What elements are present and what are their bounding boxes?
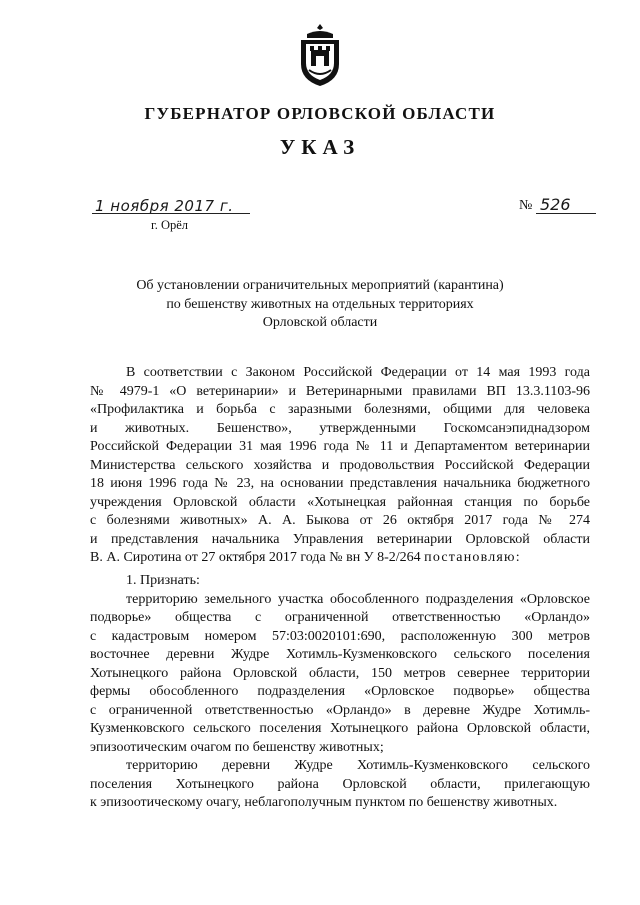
preamble-line: В. А. Сиротина от 27 октября 2017 года № вн У 8-2/264 bbox=[90, 550, 421, 565]
preamble-line: с болезнями животных» А. А. Быкова от 26 октября 2017 года № 274 bbox=[90, 513, 590, 528]
number-sign: № bbox=[519, 198, 533, 213]
date-underline bbox=[92, 213, 250, 214]
section-1 bbox=[90, 572, 590, 813]
decree-title bbox=[100, 277, 540, 333]
document-type-title: УКАЗ bbox=[279, 135, 361, 159]
decree-word: постановляю: bbox=[424, 550, 521, 565]
section-line: поселения Хотынецкого района Орловской области, прилегающую bbox=[90, 776, 590, 792]
preamble-line: «Профилактика и борьба с заразными болезнями, общими для человека bbox=[90, 402, 590, 417]
preamble-paragraph bbox=[90, 364, 590, 568]
section-line: Хотынецкого района Орловской области, 150 метров севернее территории bbox=[90, 665, 590, 681]
section-line: восточнее деревни Жудре Хотимль-Кузменковского сельского поселения bbox=[90, 647, 590, 662]
title-line: Об установлении ограничительных мероприятий (карантина) bbox=[136, 278, 504, 293]
section-line: территорию деревни Жудре Хотимль-Кузменковского сельского bbox=[126, 758, 590, 773]
preamble-line: Российской Федерации 31 мая 1996 года № 11 и Департаментом ветеринарии bbox=[90, 439, 590, 454]
preamble-line: и представления начальника Управления ветеринарии Орловской области bbox=[90, 531, 590, 547]
section-line: Кузменковского сельского поселения Хотынецкого района Орловской области, bbox=[90, 721, 590, 736]
preamble-line: 18 июня 1996 года № 23, на основании представления начальника бюджетного bbox=[90, 476, 590, 491]
section-line: с кадастровым номером 57:03:0020101:690, расположенную 300 метров bbox=[90, 628, 590, 644]
section-line: к эпизоотическому очагу, неблагополучным пунктом по бешенству животных. bbox=[90, 795, 558, 810]
section-line: подворье» общества с ограниченной ответственностью «Орландо» bbox=[90, 610, 590, 625]
section-heading: 1. Признать: bbox=[126, 573, 200, 588]
number-underline bbox=[536, 213, 596, 214]
handwritten-date: 1 ноября 2017 г. bbox=[95, 197, 234, 215]
preamble-line: № 4979-1 «О ветеринарии» и Ветеринарными правилами ВП 13.3.1103-96 bbox=[90, 383, 590, 399]
city-label: г. Орёл bbox=[151, 218, 189, 232]
section-line: фермы обособленного подразделения «Орловское подворье» общества bbox=[90, 684, 590, 699]
preamble-line: и животных. Бешенство», утвержденными Госкомсанэпиднадзором bbox=[90, 420, 590, 436]
title-line: Орловской области bbox=[262, 315, 378, 330]
preamble-line: Министерства сельского хозяйства и продовольствия Российской Федерации bbox=[90, 457, 590, 473]
issuer-title: ГУБЕРНАТОР ОРЛОВСКОЙ ОБЛАСТИ bbox=[144, 104, 496, 123]
preamble-final-line bbox=[90, 549, 590, 568]
coat-of-arms-emblem-icon bbox=[297, 22, 343, 88]
section-line: эпизоотическим очагом по бешенству животных; bbox=[90, 739, 384, 755]
preamble-line: В соответствии с Законом Российской Федерации от 14 мая 1993 года bbox=[126, 365, 590, 380]
title-line: по бешенству животных на отдельных территориях bbox=[166, 296, 474, 312]
section-line: территорию земельного участка обособленного подразделения «Орловское bbox=[126, 591, 590, 607]
preamble-line: учреждения Орловской области «Хотынецкая районная станция по борьбе bbox=[90, 494, 590, 510]
section-line: с ограниченной ответственностью «Орландо» в деревне Жудре Хотимль- bbox=[90, 702, 590, 718]
handwritten-number: 526 bbox=[540, 195, 571, 214]
